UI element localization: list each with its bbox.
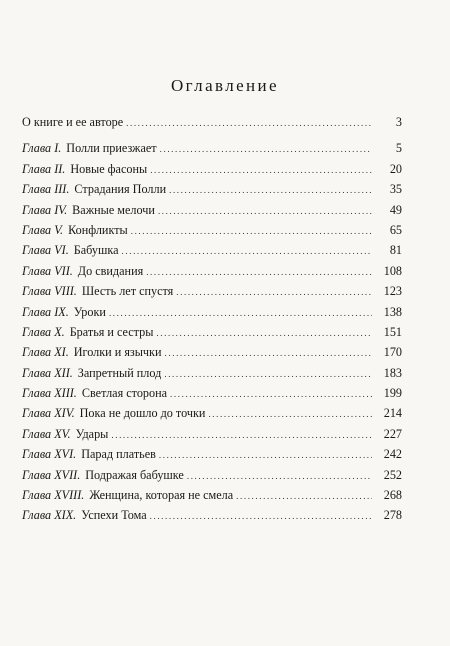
toc-page-number: 183 <box>383 365 402 380</box>
toc-page-number: 268 <box>383 488 402 503</box>
toc-page-number: 170 <box>383 345 402 360</box>
chapter-label: Глава II. <box>22 161 66 176</box>
toc-page-number: 35 <box>389 182 402 197</box>
toc-page-number: 138 <box>383 304 402 319</box>
toc-entry-chapter <box>22 220 402 240</box>
dot-leader <box>164 364 372 384</box>
toc-page-number: 151 <box>383 324 402 339</box>
chapter-label: Глава XI. <box>22 345 69 360</box>
dot-leader <box>160 139 372 159</box>
dot-leader <box>187 466 372 486</box>
chapter-label: Глава IV. <box>22 202 68 217</box>
dot-leader <box>131 221 372 241</box>
toc-entry-chapter <box>22 281 402 301</box>
toc-entry-chapter <box>22 200 402 220</box>
dot-leader <box>236 486 372 506</box>
toc-entry-title: До свидания <box>77 263 144 278</box>
toc-page-number: 3 <box>395 115 402 129</box>
toc-entry-title: Важные мелочи <box>72 202 155 217</box>
chapter-label: Глава X. <box>22 324 65 339</box>
toc-page-number: 199 <box>383 386 402 401</box>
toc-entry-chapter <box>22 179 402 199</box>
chapter-label: Глава IX. <box>22 304 69 319</box>
chapter-label: Глава XIV. <box>22 406 75 421</box>
chapter-label: Глава XVI. <box>22 447 77 462</box>
toc-page-number: 227 <box>383 426 402 441</box>
table-of-contents <box>22 112 402 526</box>
toc-entry-chapter <box>22 261 402 281</box>
chapter-label: Глава XIII. <box>22 386 77 401</box>
chapter-label: Глава XVII. <box>22 467 81 482</box>
toc-entry-title: Бабушка <box>73 243 119 258</box>
dot-leader <box>109 303 372 323</box>
toc-entry-title: Страдания Полли <box>74 182 167 197</box>
toc-entry-chapter <box>22 342 402 362</box>
toc-entry-title: Братья и сестры <box>69 324 154 339</box>
toc-entry-title: Успехи Тома <box>81 508 147 523</box>
toc-entry-title: Парад платьев <box>81 447 156 462</box>
toc-page-number: 5 <box>395 141 402 156</box>
toc-page-number: 242 <box>383 447 402 462</box>
toc-entry-title: Иголки и язычки <box>73 345 162 360</box>
chapter-label: Глава VIII. <box>22 284 77 299</box>
dot-leader <box>169 180 372 200</box>
toc-entry-title: Женщина, которая не смела <box>89 488 234 503</box>
chapter-label: Глава XIX. <box>22 508 77 523</box>
chapter-label: Глава V. <box>22 222 64 237</box>
dot-leader <box>122 241 372 261</box>
page-title: Оглавление <box>171 76 279 95</box>
chapter-label: Глава I. <box>22 141 62 156</box>
toc-entry-chapter <box>22 138 402 158</box>
toc-entry-chapter <box>22 424 402 444</box>
toc-entry-title: Новые фасоны <box>70 161 148 176</box>
toc-entry-title: Подражая бабушке <box>85 467 184 482</box>
dot-leader <box>158 201 372 221</box>
toc-entry-chapter <box>22 322 402 342</box>
toc-page-number: 123 <box>383 284 402 299</box>
dot-leader <box>146 262 372 282</box>
toc-entry-title: Уроки <box>73 304 106 319</box>
toc-entry-title: Запретный плод <box>77 365 162 380</box>
chapter-label: Глава XV. <box>22 426 71 441</box>
toc-entry-chapter <box>22 465 402 485</box>
toc-page-number: 278 <box>383 508 402 523</box>
toc-entry-chapter <box>22 444 402 464</box>
toc-page-number: 108 <box>383 263 402 278</box>
toc-entry-title: Пока не дошло до точки <box>79 406 206 421</box>
toc-entry-chapter <box>22 403 402 423</box>
toc-page-number: 252 <box>383 467 402 482</box>
toc-entry-chapter <box>22 240 402 260</box>
dot-leader <box>208 404 372 424</box>
dot-leader <box>150 160 372 180</box>
toc-page-number: 65 <box>389 222 402 237</box>
toc-page-number: 49 <box>389 202 402 217</box>
chapter-label: Глава XII. <box>22 365 73 380</box>
toc-entry-title: Полли приезжает <box>66 141 157 156</box>
toc-entry-title: Шесть лет спустя <box>81 284 174 299</box>
toc-page-number: 20 <box>389 161 402 176</box>
toc-entry-chapter <box>22 505 402 525</box>
toc-entry-title: Светлая сторона <box>81 386 168 401</box>
chapter-label: Глава VII. <box>22 263 73 278</box>
chapter-label: Глава VI. <box>22 243 69 258</box>
dot-leader <box>111 425 372 445</box>
chapter-label: Глава III. <box>22 182 70 197</box>
dot-leader <box>150 506 372 526</box>
toc-entry-chapter <box>22 363 402 383</box>
dot-leader <box>126 113 372 133</box>
dot-leader <box>165 343 372 363</box>
dot-leader <box>156 323 372 343</box>
dot-leader <box>176 282 372 302</box>
toc-entry-title: Конфликты <box>68 222 128 237</box>
toc-entry-intro <box>22 112 402 132</box>
toc-entry-chapter <box>22 159 402 179</box>
toc-entry-chapter <box>22 383 402 403</box>
toc-entry-title: Удары <box>75 426 109 441</box>
toc-entry-chapter <box>22 302 402 322</box>
dot-leader <box>170 384 372 404</box>
toc-page-number: 214 <box>383 406 402 421</box>
toc-entry-chapter <box>22 485 402 505</box>
toc-entry-title: О книге и ее авторе <box>22 115 124 129</box>
toc-page-number: 81 <box>389 243 402 258</box>
chapter-label: Глава XVIII. <box>22 488 85 503</box>
dot-leader <box>159 445 372 465</box>
